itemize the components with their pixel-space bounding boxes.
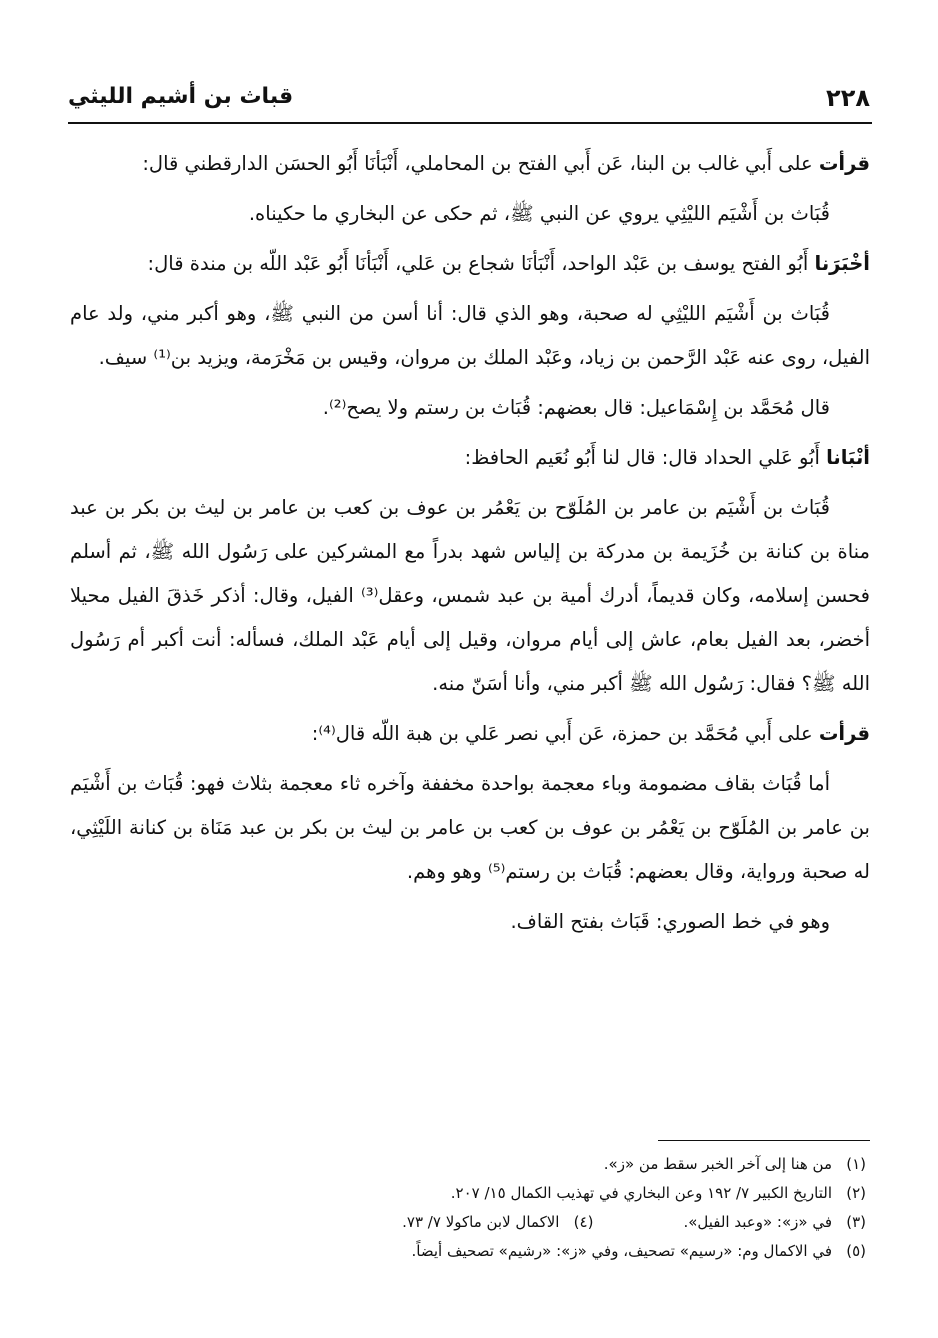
paragraph-keyword: قرأت: [818, 152, 870, 175]
footnote-1: [70, 1150, 866, 1179]
footnote-number: (٣): [846, 1213, 866, 1231]
footnote-number: (٤): [573, 1213, 594, 1231]
paragraph-6: [70, 436, 870, 480]
paragraph-3: [70, 242, 870, 286]
paragraph-5: [70, 386, 870, 430]
footnote-5: [70, 1237, 866, 1266]
header-rule: [68, 122, 872, 124]
paragraph-keyword: أنْبَانا: [826, 446, 870, 469]
paragraph-text: وهو في خط الصوري: قَبَاث بفتح القاف.: [510, 910, 830, 933]
paragraph-text: قُبَاث بن أَشْيَم الليْثِي يروي عن النبي ﷺ، ثم حكى عن البخاري ما حكيناه.: [248, 202, 830, 225]
paragraph-text: على أَبي مُحَمَّد بن حمزة، عَن أَبي نصر عَلي بن هبة اللّه قال⁽⁴⁾:: [311, 722, 819, 745]
footnote-number: (٢): [846, 1184, 866, 1202]
footnote-text: في «ز»: «وعبد الفيل».: [683, 1213, 832, 1231]
page-number: ٢٢٨: [826, 84, 870, 112]
paragraph-keyword: قرأت: [818, 722, 870, 745]
paragraph-text: قُبَاث بن أَشْيَم بن عامر بن المُلَوّح بن يَعْمُر بن عوف بن كعب بن عامر بن ليث بن بكر بن عبد مناة بن كنانة بن خُزَيمة بن مدركة بن إلياس شهد بدراً مع المشركين على رَسُول الله ﷺ، ثم أسلم فحسن إسلامه، وكان قديماً، أدرك أمية بن عبد شمس، وعقل⁽³⁾ الفيل، وقال: أذكر خَذقَ الفيل محيلا أخضر، بعد الفيل بعام، عاش إلى أيام مروان، وقيل إلى أيام عَبْد الملك، فسأله: أنت أكبر أم رَسُول الله ﷺ؟ فقال: رَسُول الله ﷺ أكبر مني، وأنا أسَنّ منه.: [70, 496, 870, 695]
footnote-text: الاكمال لابن ماكولا ٧/ ٧٣.: [402, 1213, 560, 1231]
paragraph-text: أَبُو عَلي الحداد قال: قال لنا أَبُو نُعَيم الحافظ:: [464, 446, 827, 469]
paragraph-text: أَبُو الفتح يوسف بن عَبْد الواحد، أَنْبَأنَا شجاع بن عَلي، أَنْبَأنَا أَبُو عَبْد اللّه بن مندة قال:: [147, 252, 815, 275]
paragraph-7: [70, 486, 870, 706]
paragraph-9: [70, 762, 870, 894]
footnotes: [70, 1150, 866, 1266]
footnote-text: في الاكمال وم: «رسيم» تصحيف، وفي «ز»: «رشيم» تصحيف أيضاً.: [411, 1242, 832, 1260]
paragraph-1: [70, 142, 870, 186]
paragraph-keyword: أخْبَرَنا: [814, 252, 870, 275]
footnote-number: (٥): [846, 1242, 866, 1260]
footnote-text: التاريخ الكبير ٧/ ١٩٢ وعن البخاري في تهذيب الكمال ١٥/ ٢٠٧.: [450, 1184, 832, 1202]
paragraph-text: على أَبي غالب بن البنا، عَن أَبي الفتح بن المحاملي، أَنْبَأنَا أَبُو الحسَن الدارقطني قال:: [142, 152, 819, 175]
running-title: قباث بن أشيم الليثي: [68, 84, 294, 109]
paragraph-text: قُبَاث بن أَشْيَم الليْثِي له صحبة، وهو الذي قال: أنا أسن من النبي ﷺ، وهو أكبر مني، ولد عام الفيل، روى عنه عَبْد الرَّحمن بن زياد، وعَبْد الملك بن مروان، وقيس بن مَخْرَمة، ويزيد بن⁽¹⁾ سيف.: [70, 302, 870, 369]
paragraph-10: [70, 900, 870, 944]
footnote-2: [70, 1179, 866, 1208]
paragraph-4: [70, 292, 870, 380]
footnote-rule: [658, 1140, 870, 1141]
paragraph-2: [70, 192, 870, 236]
page-header: [68, 78, 870, 122]
footnote-text: من هنا إلى آخر الخبر سقط من «ز».: [603, 1155, 832, 1173]
body-text: [70, 142, 870, 950]
footnote-3-4: [70, 1208, 866, 1237]
footnote-number: (١): [846, 1155, 866, 1173]
paragraph-text: أما قُبَاث بقاف مضمومة وباء معجمة بواحدة مخففة وآخره ثاء معجمة بثلاث فهو: قُبَاث بن أَشْيَم بن عامر بن المُلَوّح بن يَعْمُر بن عوف بن كعب بن عامر بن ليث بن بكر بن عبد مَنَاة بن كنانة اللَيْثِي، له صحبة ورواية، وقال بعضهم: قُبَاث بن رستم⁽⁵⁾ وهو وهم.: [70, 772, 870, 883]
paragraph-text: قال مُحَمَّد بن إِسْمَاعيل: قال بعضهم: قُبَاث بن رستم ولا يصح⁽²⁾.: [322, 396, 830, 419]
paragraph-8: [70, 712, 870, 756]
